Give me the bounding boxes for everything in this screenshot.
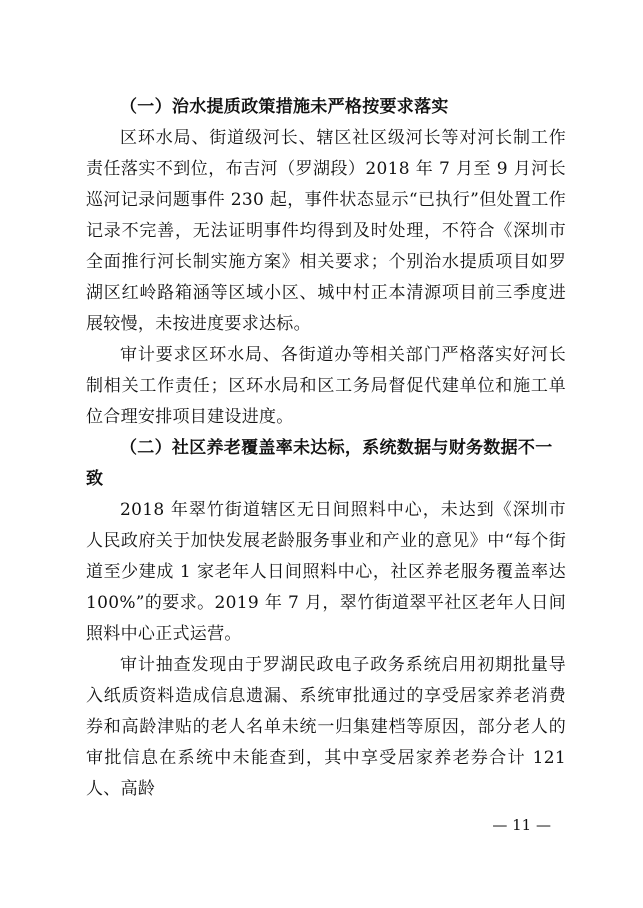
paragraph-4: 审计抽查发现由于罗湖民政电子政务系统启用初期批量导入纸质资料造成信息遗漏、系统审批通过的享受居家养老消费券和高龄津贴的老人名单未统一归集建档等原因，部分老人的审批信息在系统中未能查到，其中享受居家养老券合计 121 人、高龄 <box>86 655 566 799</box>
paragraph-2: 审计要求区环水局、各街道办等相关部门严格落实好河长制相关工作责任；区环水局和区工务局督促代建单位和施工单位合理安排项目建设进度。 <box>86 345 566 427</box>
document-body <box>86 92 566 805</box>
page-number: — 11 — <box>492 816 551 834</box>
paragraph-3: 2018 年翠竹街道辖区无日间照料中心，未达到《深圳市人民政府关于加快发展老龄服务事业和产业的意见》中“每个街道至少建成 1 家老年人日间照料中心，社区养老服务覆盖率达100%”的要求。2019 年 7 月，翠竹街道翠平社区老年人日间照料中心正式运营。 <box>86 500 566 644</box>
section-heading-1: （一）治水提质政策措施未严格按要求落实 <box>120 97 449 117</box>
section-heading-2: （二）社区养老覆盖率未达标，系统数据与财务数据不一致 <box>86 438 553 489</box>
page-number-footer <box>0 816 643 834</box>
paragraph-1: 区环水局、街道级河长、辖区社区级河长等对河长制工作责任落实不到位，布吉河（罗湖段）2018 年 7 月至 9 月河长巡河记录问题事件 230 起，事件状态显示“已执行”但处置工作记录不完善，无法证明事件均得到及时处理，不符合《深圳市全面推行河长制实施方案》相关要求；个别治水提质项目如罗湖区红岭路箱涵等区域小区、城中村正本清源项目前三季度进展较慢，未按进度要求达标。 <box>86 128 566 334</box>
